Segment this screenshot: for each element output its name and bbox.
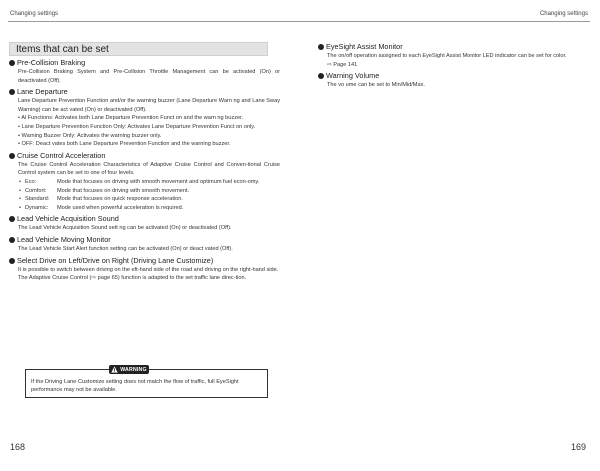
item-pre-collision-braking <box>9 58 280 85</box>
mode-row: • Eco: Mode that focuses on driving with smooth movement and optimum fuel econ-omy. <box>9 178 280 187</box>
mode-label: Comfort: <box>25 187 47 194</box>
bullet-icon <box>9 60 15 66</box>
page-reference: ⇨ Page 141 <box>327 61 358 68</box>
item-cruise-control-acceleration <box>9 151 280 213</box>
mode-label: Dynamic: <box>25 204 49 211</box>
mode-desc: Mode that focuses on driving with smooth movement and optimum fuel econ-omy. <box>57 178 260 185</box>
bullet-icon <box>9 216 15 222</box>
mode-desc: Mode that focuses on driving with smooth movement. <box>57 187 190 194</box>
item-text: The Lead Vehicle Acquisition Sound sett ng can be activated (On) or deactivated (Off). <box>18 225 232 232</box>
item-title: Lead Vehicle Moving Monitor <box>17 234 111 244</box>
item-text: The Lead Vehicle Start Alert function setting can be activated (On) or deact vated (Off). <box>18 245 233 252</box>
mode-desc: Mode used when powerful acceleration is required. <box>57 204 184 211</box>
item-text-2: The Adaptive Cruise Control (⇨ page 65) function is adapted to the set traffic lane direc-tion. <box>18 275 247 282</box>
item-driving-lane-customize <box>9 256 280 283</box>
item-warning-volume <box>318 71 590 90</box>
item-title: Cruise Control Acceleration <box>17 150 106 160</box>
item-lead-vehicle-moving-monitor <box>9 235 280 254</box>
right-content <box>318 42 590 90</box>
item-text: The Cruise Control Acceleration Characteristics of Adaptive Cruise Control and Conven-tional Cruise Control system can be set to one of four levels. <box>18 161 280 177</box>
mode-row: • Dynamic: Mode used when powerful acceleration is required. <box>9 204 280 213</box>
item-lane-departure <box>9 87 280 149</box>
item-text: Pre-Collision Braking System and Pre-Collision Throttle Management can be activated (On) or deactivated (Off). <box>18 69 280 84</box>
mode-label: Eco: <box>25 178 37 185</box>
item-text: Lane Departure Prevention Function and/or the warning buzzer (Lane Departure Warn ng and Lane Sway Warning) can be act vated (On) or deactivated (Off). <box>18 98 280 113</box>
sub-option: • Al Functions: Activates both Lane Departure Prevention Funct on and the warn ng buzzer. <box>18 115 244 122</box>
warning-badge <box>109 365 149 374</box>
item-text: The vo ume can be set to Min/Mid/Max. <box>327 82 425 89</box>
bullet-icon <box>9 89 15 95</box>
header-rule-right <box>300 21 590 22</box>
item-lead-vehicle-acquisition-sound <box>9 214 280 233</box>
mode-label: Standard: <box>25 196 50 203</box>
section-title: Items that can be set <box>9 42 268 56</box>
mode-row: • Comfort: Mode that focuses on driving with smooth movement. <box>9 187 280 196</box>
item-title: Select Drive on Left/Drive on Right (Driving Lane Customize) <box>17 255 214 265</box>
mode-desc: Mode that focuses on quick response acceleration. <box>57 196 183 203</box>
bullet-icon <box>318 44 324 50</box>
item-text: The on/off operation assigned to each EyeSight Assist Monitor LED indicator can be set for color. <box>327 53 567 59</box>
item-title: Lead Vehicle Acquisition Sound <box>17 214 119 224</box>
left-content <box>9 58 280 283</box>
sub-option: • Lane Departure Prevention Function Only: Activates Lane Departure Prevention Funct on only. <box>18 123 256 130</box>
page-number-left: 168 <box>10 442 26 452</box>
running-header-right: Changing settings <box>539 11 588 17</box>
item-title: EyeSight Assist Monitor <box>326 42 403 51</box>
mode-row: • Standard: Mode that focuses on quick response acceleration. <box>9 195 280 204</box>
sub-option: • OFF: Deact vates both Lane Departure Prevention Function and the warning buzzer. <box>18 141 231 148</box>
item-eyesight-assist-monitor <box>318 42 590 69</box>
bullet-icon <box>9 258 15 264</box>
page-number-right: 169 <box>570 442 586 452</box>
sub-option: • Warning Buzzer Only: Activates the warning buzzer only. <box>18 132 162 139</box>
bullet-icon <box>318 73 324 79</box>
warning-triangle-icon <box>111 366 118 373</box>
warning-text: If the Driving Lane Customize setting does not match the flow of traffic, full EyeSight performance may not be available. <box>31 379 239 393</box>
header-rule-left <box>8 21 300 22</box>
item-title: Pre-Collision Braking <box>17 58 86 67</box>
bullet-icon <box>9 237 15 243</box>
item-title: Lane Departure <box>17 87 68 97</box>
running-header-left: Changing settings <box>10 11 59 17</box>
warning-label: WARNING <box>120 366 147 373</box>
item-text: It is possible to switch between driving on the eft-hand side of the road and driving on the right-hand side. <box>18 266 279 273</box>
bullet-icon <box>9 153 15 159</box>
warning-box <box>25 366 268 398</box>
item-title: Warning Volume <box>326 71 380 81</box>
